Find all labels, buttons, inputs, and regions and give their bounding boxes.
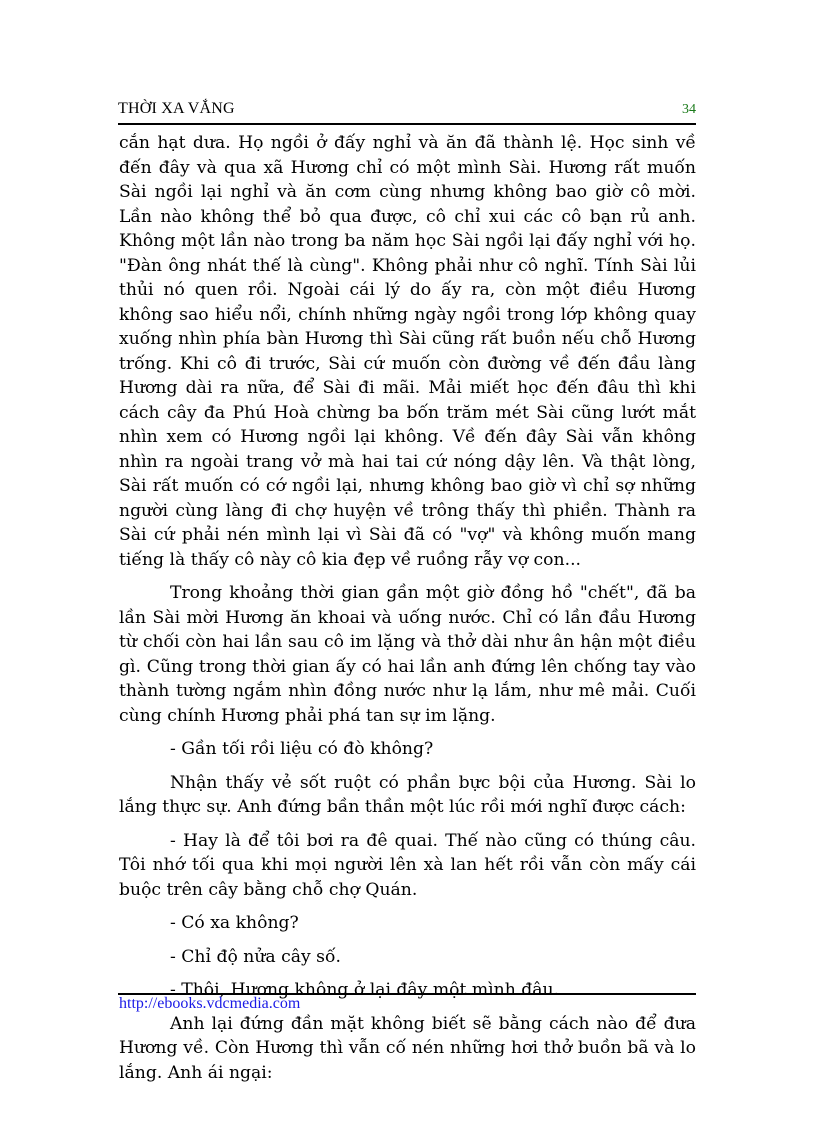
page-number: 34 xyxy=(682,102,696,117)
body-text xyxy=(119,131,696,1094)
dialogue-line: - Gần tối rồi liệu có đò không? xyxy=(170,739,434,759)
dialogue-line: - Hay là để tôi bơi ra đê quai. Thế nào cũng có thúng câu. Tôi nhớ tối qua khi mọi người lên xà lan hết rồi vẫn còn mấy cái buộc trên cây bằng chỗ chợ Quán. xyxy=(119,830,696,900)
paragraph: Trong khoảng thời gian gần một giờ đồng hồ "chết", đã ba lần Sài mời Hương ăn khoai và uống nước. Chỉ có lần đầu Hương từ chối còn hai lần sau cô im lặng và thở dài như ân hận một điều gì. Cũng trong thời gian ấy có hai lần anh đứng lên chống tay vào thành tường ngắm nhìn đồng nước như lạ lắm, như mê mải. Cuối cùng chính Hương phải phá tan sự im lặng. xyxy=(119,583,696,726)
dialogue-line: - Chỉ độ nửa cây số. xyxy=(170,946,341,967)
paragraph: Nhận thấy vẻ sốt ruột có phần bực bội của Hương. Sài lo lắng thực sự. Anh đứng bần thần một lúc rồi mới nghĩ được cách: xyxy=(119,772,696,817)
dialogue-line: - Thôi, Hương không ở lại đây một mình đâu. xyxy=(170,980,560,1000)
book-title: THỜI XA VẮNG xyxy=(118,100,235,117)
dialogue-line: - Có xa không? xyxy=(170,913,299,933)
header-divider xyxy=(118,123,696,125)
paragraph: cắn hạt dưa. Họ ngồi ở đấy nghỉ và ăn đã thành lệ. Học sinh về đến đây và qua xã Hương chỉ có một mình Sài. Hương rất muốn Sài ngồi lại nghỉ và ăn cơm cùng nhưng không bao giờ cô mời. Lần nào không thể bỏ qua được, cô chỉ xui các cô bạn rủ anh. Không một lần nào trong ba năm học Sài ngồi lại đấy nghỉ với họ. "Đàn ông nhát thế là cùng". Không phải như cô nghĩ. Tính Sài lủi thủi nó quen rồi. Ngoài cái lý do ấy ra, còn một điều Hương không sao hiểu nổi, chính những ngày ngồi trong lớp không quay xuống nhìn phía bàn Hương thì Sài cũng rất buồn nếu chỗ Hương trống. Khi cô đi trước, Sài cứ muốn còn đường về đến đầu làng Hương dài ra nữa, để Sài đi mãi. Mải miết học đến đâu thì khi cách cây đa Phú Hoà chừng ba bốn trăm mét Sài cũng lướt mắt nhìn xem có Hương ngồi lại không. Về đến đây Sài vẫn không nhìn ra ngoài trang vở mà hai tai cứ nóng dậy lên. Và thật lòng, Sài rất muốn có cớ ngồi lại, nhưng không bao giờ vì chỉ sợ những người cùng làng đi chợ huyện về trông thấy thì phiền. Thành ra Sài cứ phải nén mình lại vì Sài đã có "vợ" và không muốn mang tiếng là thấy cô này cô kia đẹp về ruồng rẫy vợ con... xyxy=(119,133,696,570)
source-link[interactable]: http://ebooks.vdcmedia.com xyxy=(119,995,301,1012)
paragraph: Anh lại đứng đần mặt không biết sẽ bằng cách nào để đưa Hương về. Còn Hương thì vẫn cố nén những hơi thở buồn bã và lo lắng. Anh ái ngại: xyxy=(119,1013,696,1083)
running-header xyxy=(118,100,696,122)
